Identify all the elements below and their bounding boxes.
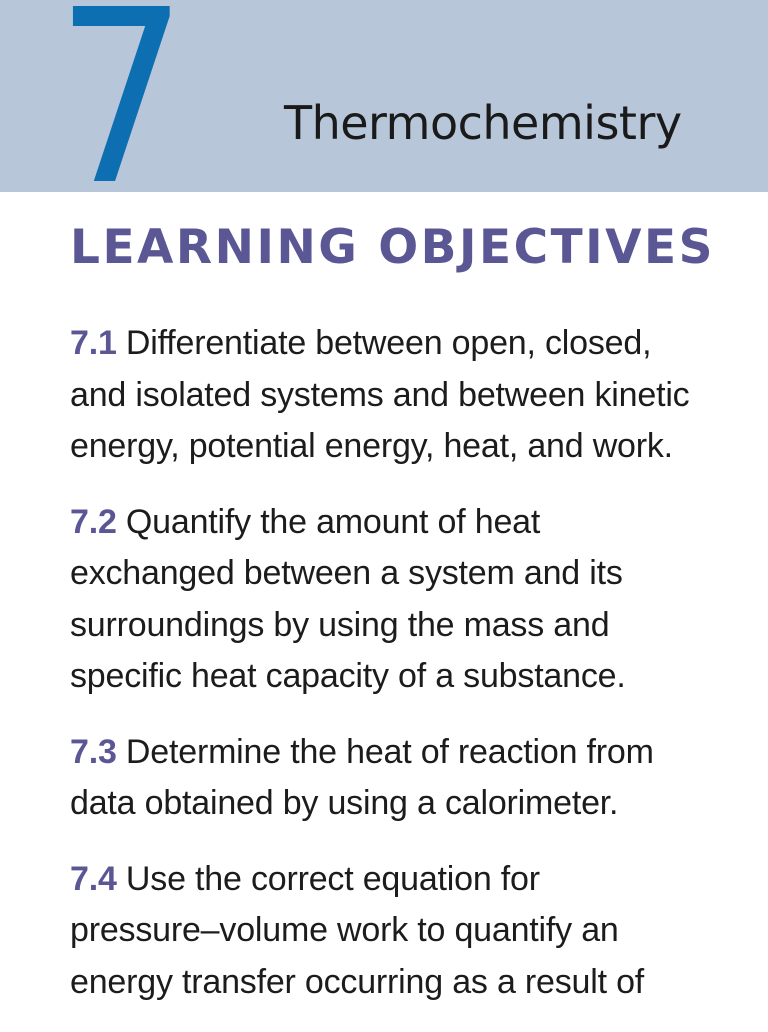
objective-number: 7.2 xyxy=(70,502,117,541)
objective-text-line: pressure–volume work to quantify an xyxy=(70,911,619,949)
objective-text-line: data obtained by using a calorimeter. xyxy=(70,784,619,822)
objective-text-line: energy, potential energy, heat, and work. xyxy=(70,427,673,465)
section-heading: LEARNING OBJECTIVES xyxy=(70,220,715,275)
objective-number: 7.1 xyxy=(70,324,117,362)
objective-item xyxy=(70,497,750,703)
objective-item xyxy=(70,727,750,830)
objective-text-line: surroundings by using the mass and xyxy=(70,605,610,644)
objective-text-line: Quantify the amount of heat xyxy=(125,502,541,541)
objective-item xyxy=(70,318,750,473)
objectives-list xyxy=(70,318,750,1032)
objective-text-line: exchanged between a system and its xyxy=(70,554,623,592)
chapter-header xyxy=(0,0,768,238)
objective-text-line: and isolated systems and between kinetic xyxy=(70,375,690,414)
objective-text-line: specific heat capacity of a substance. xyxy=(70,657,626,695)
objective-text-line: energy transfer occurring as a result of xyxy=(70,962,645,1001)
chapter-title: Thermochemistry xyxy=(284,96,682,150)
objective-item xyxy=(70,854,750,1009)
chapter-number: 7 xyxy=(56,0,184,238)
objective-number: 7.3 xyxy=(70,732,117,771)
objective-text-line: Use the correct equation for xyxy=(125,859,540,898)
objective-number: 7.4 xyxy=(70,859,117,898)
objective-text-line: Determine the heat of reaction from xyxy=(125,732,654,771)
objective-text-line: Differentiate between open, closed, xyxy=(125,324,652,362)
